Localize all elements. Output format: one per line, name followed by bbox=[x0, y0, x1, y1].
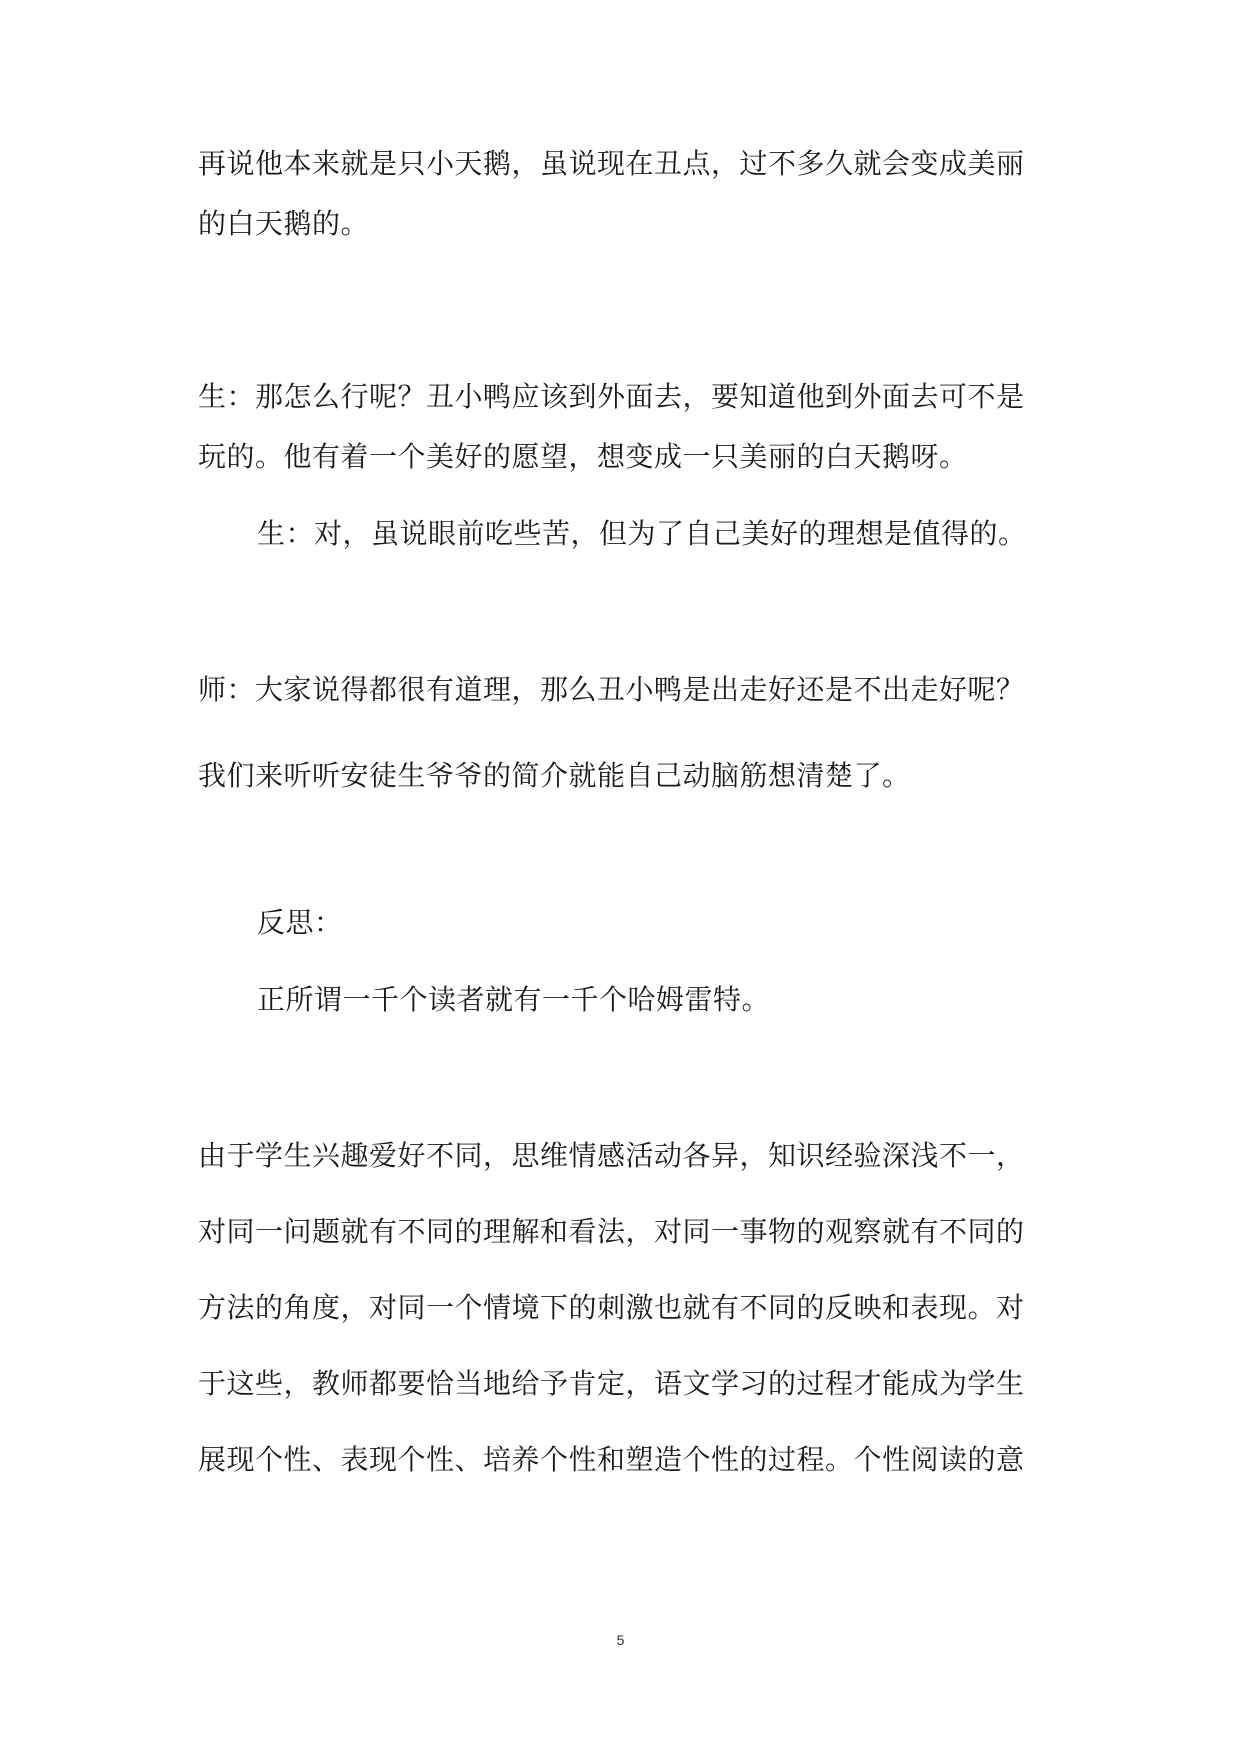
text-line: 我们来听听安徒生爷爷的简介就能自己动脑筋想清楚了。 bbox=[198, 759, 911, 792]
text-line: 的白天鹅的。 bbox=[198, 207, 370, 240]
text-line: 正所谓一千个读者就有一千个哈姆雷特。 bbox=[257, 983, 771, 1016]
text-line: 由于学生兴趣爱好不同，思维情感活动各异，知识经验深浅不一， bbox=[198, 1139, 1025, 1172]
text-line: 于这些，教师都要恰当地给予肯定，语文学习的过程才能成为学生 bbox=[198, 1367, 1025, 1400]
text-line: 展现个性、表现个性、培养个性和塑造个性的过程。个性阅读的意 bbox=[198, 1443, 1025, 1476]
text-line: 生：那怎么行呢？丑小鸭应该到外面去，要知道他到外面去可不是 bbox=[198, 380, 1025, 413]
page-number: 5 bbox=[616, 1632, 625, 1648]
text-line: 师：大家说得都很有道理，那么丑小鸭是出走好还是不出走好呢？ bbox=[198, 673, 1025, 706]
section-heading: 反思： bbox=[257, 906, 343, 939]
text-line: 方法的角度，对同一个情境下的刺激也就有不同的反映和表现。对 bbox=[198, 1291, 1025, 1324]
text-line: 玩的。他有着一个美好的愿望，想变成一只美丽的白天鹅呀。 bbox=[198, 440, 968, 473]
text-line: 再说他本来就是只小天鹅，虽说现在丑点，过不多久就会变成美丽 bbox=[198, 147, 1025, 180]
text-line: 对同一问题就有不同的理解和看法，对同一事物的观察就有不同的 bbox=[198, 1215, 1025, 1248]
text-line: 生：对，虽说眼前吃些苦，但为了自己美好的理想是值得的。 bbox=[257, 517, 1027, 550]
